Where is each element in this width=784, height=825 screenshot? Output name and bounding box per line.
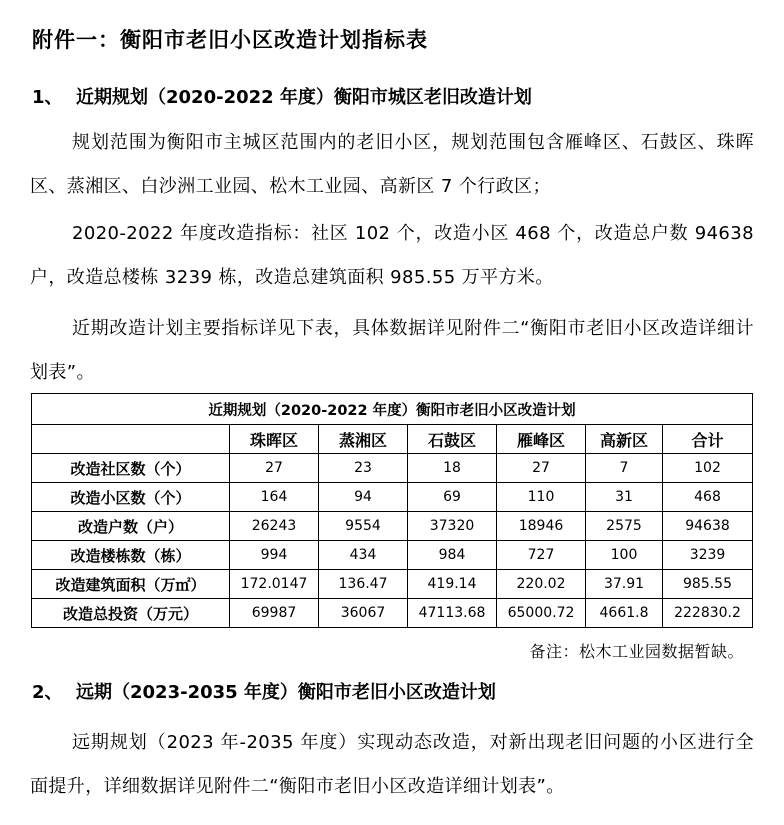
table-row	[32, 599, 753, 628]
column-header: 石鼓区	[408, 425, 497, 454]
column-header: 雁峰区	[497, 425, 586, 454]
table-cell: 994	[230, 541, 319, 570]
section-1-paragraph-reference: 近期改造计划主要指标详见下表，具体数据详见附件二“衡阳市老旧小区改造详细计划表”。	[30, 318, 754, 383]
table-cell: 47113.68	[408, 599, 497, 628]
column-header: 合计	[663, 425, 753, 454]
table-cell: 69987	[230, 599, 319, 628]
column-header: 高新区	[586, 425, 663, 454]
table-cell: 27	[497, 454, 586, 483]
section-2-heading	[32, 678, 496, 704]
table-note: 备注：松木工业园数据暂缺。	[529, 642, 744, 661]
column-header	[32, 425, 230, 454]
table-cell: 69	[408, 483, 497, 512]
table-cell: 727	[497, 541, 586, 570]
table-cell: 984	[408, 541, 497, 570]
table-cell: 419.14	[408, 570, 497, 599]
table-cell: 172.0147	[230, 570, 319, 599]
table-cell: 136.47	[319, 570, 408, 599]
page-title: 附件一：衡阳市老旧小区改造计划指标表	[32, 28, 428, 52]
table-cell: 9554	[319, 512, 408, 541]
row-label: 改造楼栋数（栋）	[32, 541, 230, 570]
table-cell: 37320	[408, 512, 497, 541]
section-2-paragraph: 远期规划（2023 年-2035 年度）实现动态改造，对新出现老旧问题的小区进行全面提升，详细数据详见附件二“衡阳市老旧小区改造详细计划表”。	[30, 732, 754, 797]
table-row	[32, 512, 753, 541]
table-cell: 164	[230, 483, 319, 512]
table-cell: 2575	[586, 512, 663, 541]
table-cell: 18	[408, 454, 497, 483]
column-header: 珠晖区	[230, 425, 319, 454]
table-cell: 220.02	[497, 570, 586, 599]
table-row	[32, 541, 753, 570]
section-2-number: 2、	[32, 682, 63, 703]
table-cell: 27	[230, 454, 319, 483]
table-cell: 94	[319, 483, 408, 512]
row-label: 改造建筑面积（万㎡）	[32, 570, 230, 599]
section-1-heading	[32, 83, 532, 109]
table-header-row	[32, 425, 753, 454]
table-caption: 近期规划（2020-2022 年度）衡阳市老旧小区改造计划	[32, 394, 753, 425]
row-label: 改造小区数（个）	[32, 483, 230, 512]
row-label: 改造总投资（万元）	[32, 599, 230, 628]
table-cell: 222830.2	[663, 599, 753, 628]
section-1-title: 近期规划（2020-2022 年度）衡阳市城区老旧改造计划	[76, 87, 532, 108]
table-cell: 65000.72	[497, 599, 586, 628]
table-row	[32, 570, 753, 599]
table-cell: 102	[663, 454, 753, 483]
table-row	[32, 483, 753, 512]
table-cell: 7	[586, 454, 663, 483]
section-1-paragraph-targets: 2020-2022 年度改造指标：社区 102 个，改造小区 468 个，改造总户数 94638 户，改造总楼栋 3239 栋，改造总建筑面积 985.55 万平方米。	[30, 223, 754, 288]
table-cell: 37.91	[586, 570, 663, 599]
column-header: 蒸湘区	[319, 425, 408, 454]
row-label: 改造社区数（个）	[32, 454, 230, 483]
table-cell: 94638	[663, 512, 753, 541]
table-cell: 31	[586, 483, 663, 512]
table-cell: 36067	[319, 599, 408, 628]
table-cell: 434	[319, 541, 408, 570]
plan-indicator-table	[31, 393, 753, 628]
section-2-title: 远期（2023-2035 年度）衡阳市老旧小区改造计划	[76, 682, 496, 703]
section-1-paragraph-scope: 规划范围为衡阳市主城区范围内的老旧小区，规划范围包含雁峰区、石鼓区、珠晖区、蒸湘区、白沙洲工业园、松木工业园、高新区 7 个行政区；	[30, 132, 754, 197]
section-1-number: 1、	[32, 87, 63, 108]
table-cell: 110	[497, 483, 586, 512]
table-cell: 3239	[663, 541, 753, 570]
row-label: 改造户数（户）	[32, 512, 230, 541]
table-cell: 26243	[230, 512, 319, 541]
table-cell: 18946	[497, 512, 586, 541]
table-cell: 23	[319, 454, 408, 483]
table-cell: 985.55	[663, 570, 753, 599]
table-cell: 468	[663, 483, 753, 512]
table-cell: 4661.8	[586, 599, 663, 628]
table-cell: 100	[586, 541, 663, 570]
table-row	[32, 454, 753, 483]
